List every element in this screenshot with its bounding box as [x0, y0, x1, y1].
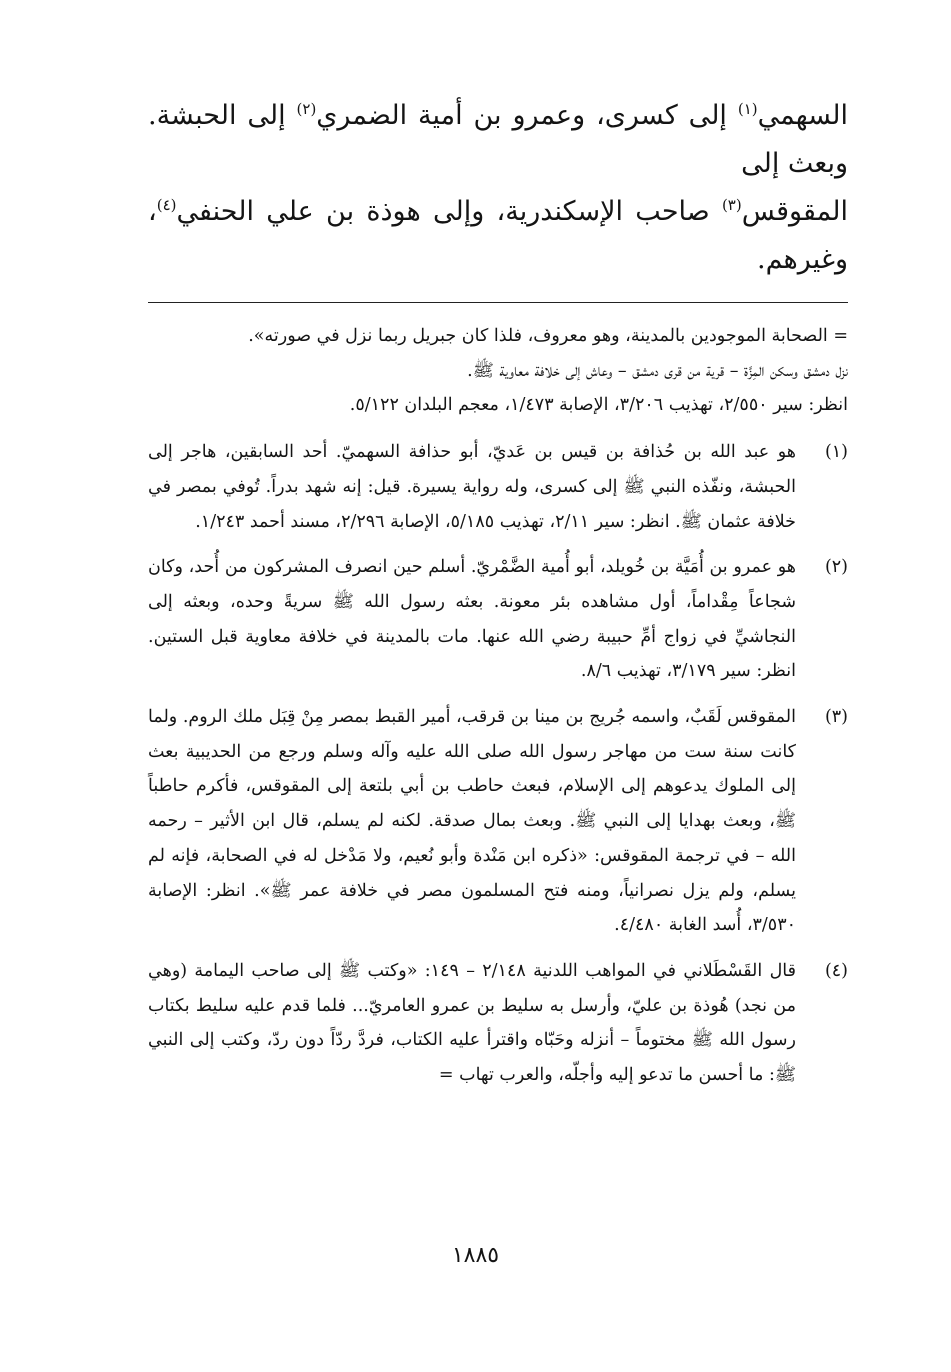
- main-text-line-2: [148, 188, 848, 284]
- main-text-segment: المقوقس: [741, 196, 848, 227]
- footnote-4: [148, 954, 848, 1093]
- footnote-number: (٤): [824, 960, 848, 981]
- continuation-line: نزل دمشق وسكن المِزَّة – قرية من قرى دمشق – وعاش إلى خلافة معاوية ﷺ.: [467, 360, 848, 381]
- footnote-3: [148, 700, 848, 943]
- main-text-segment: السهمي: [757, 100, 848, 131]
- footnote-2: [148, 550, 848, 689]
- footnote-text: المقوقس لَقَبٌ، واسمه جُريج بن مينا بن قرقب، أمير القبط بمصر مِنْ قِبَل ملك الروم. ولما كانت سنة ست من مهاجر رسول الله صلى الله عليه وآله وسلم ورجع من الحديبية بعث إلى الملوك يدعوهم إلى الإسلام، فبعث حاطب بن أبي بلتعة إلى المقوقس، فأكرم حاطباً ﷺ، وبعث بهدايا إلى النبي ﷺ. وبعث بمال صدقة. لكنه لم يسلم، قال ابن الأثير – رحمه الله – في ترجمة المقوقس: «ذكره ابن مَنْدة وأبو نُعيم، ولا مَدْخل له في الصحابة، فإنه لم يسلم، ولم يزل نصرانياً، ومنه فتح المسلمون مصر في خلافة عمر ﷺ». انظر: الإصابة ٣/٥٣٠، أُسد الغابة ٤/٤٨٠.: [148, 707, 797, 936]
- page-number: ١٨٨٥: [451, 1243, 500, 1268]
- continuation-line: = الصحابة الموجودين بالمدينة، وهو معروف، فلذا كان جبريل ربما نزل في صورته».: [248, 326, 848, 346]
- main-text-segment: ، وغيرهم.: [148, 196, 848, 275]
- footnote-divider: [148, 302, 848, 303]
- main-text-segment: صاحب الإسكندرية، وإلى هوذة بن علي الحنفي: [176, 196, 722, 227]
- footnote-text: قال القَسْطَلاني في المواهب اللدنية ٢/١٤٨ – ١٤٩: «وكتب ﷺ إلى صاحب اليمامة (وهي من نجد) هُوذة بن عليّ، وأرسل به سليط بن عمرو العامريّ... فلما قدم عليه سليط بكتاب رسول الله ﷺ مختوماً – أنزله وحَبّاه واقترأ عليه الكتاب، فردَّ ردّاً دون ردّ، وكتب إلى النبي ﷺ: ما أحسن ما تدعو إليه وأجلّه، والعرب تهاب =: [148, 960, 796, 1086]
- main-text: [148, 92, 848, 284]
- footnote-marker-4: (٤): [156, 196, 177, 214]
- main-text-segment: إلى كسرى، وعمرو بن أمية الضمري: [316, 100, 738, 131]
- footnote-continuation: [148, 319, 848, 423]
- footnote-marker-2: (٢): [296, 100, 317, 118]
- footnote-text: هو عبد الله بن حُذافة بن قيس بن عَديّ، أبو حذافة السهميّ. أحد السابقين، هاجر إلى الحبشة، ونفّذه النبي ﷺ إلى كسرى، وله رواية يسيرة. قيل: إنه شهد بدراً. تُوفي بمصر في خلافة عثمان ﷺ. انظر: سير ٢/١١، تهذيب ٥/١٨٥، الإصابة ٢/٢٩٦، مسند أحمد ١/٢٤٣.: [148, 442, 796, 532]
- main-text-line-1: [148, 92, 848, 188]
- footnote-1: [148, 435, 848, 539]
- continuation-line: انظر: سير ٢/٥٥٠، تهذيب ٣/٢٠٦، الإصابة ١/٤٧٣، معجم البلدان ٥/١٢٢.: [349, 395, 848, 416]
- main-text-segment: إلى الحبشة. وبعث إلى: [148, 100, 848, 179]
- footnote-marker-3: (٣): [721, 196, 742, 214]
- footnote-number: (٣): [824, 707, 848, 728]
- footnotes-section: [148, 319, 848, 1093]
- footnote-number: (١): [824, 442, 848, 463]
- footnote-number: (٢): [824, 557, 848, 578]
- footnote-marker-1: (١): [737, 100, 758, 118]
- page-content: [148, 92, 848, 1104]
- footnote-text: هو عمرو بن أُمَيَّة بن خُويلد، أبو أُمية الضَّمْريّ. أسلم حين انصرف المشركون من أُحد، وكان شجاعاً مِقْداماً، أول مشاهده بئر معونة. بعثه رسول الله ﷺ سريةً وحده، وبعثه إلى النجاشيِّ في زواج أمِّ حبيبة رضي الله عنها. مات بالمدينة في خلافة معاوية قبل الستين. انظر: سير ٣/١٧٩، تهذيب ٨/٦.: [148, 557, 796, 682]
